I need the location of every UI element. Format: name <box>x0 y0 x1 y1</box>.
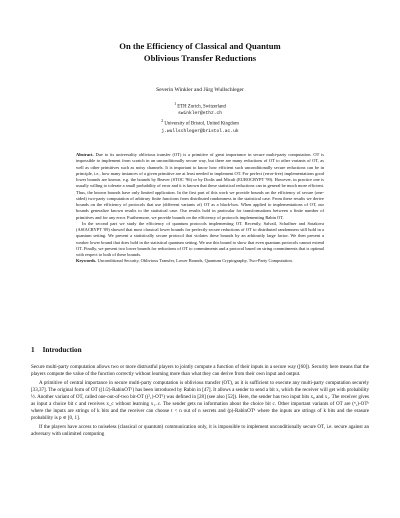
keywords-text: Unconditional Security, Oblivious Transfer, Lower Bounds, Quantum Cryptography, Two-Party Computation. <box>97 258 293 264</box>
introduction-body <box>31 364 369 440</box>
affiliation-1-marker: 1 <box>174 101 177 106</box>
title-line-1: On the Efficiency of Classical and Quantum <box>119 41 281 51</box>
author-list: Severin Winkler and Jürg Wullschleger <box>156 87 244 93</box>
abstract-paragraph-1 <box>76 152 324 221</box>
abstract-text-1: Due to its universality oblivious transfer (OT) is a primitive of great importance in secure multi-party computation. OT is impossible to implement from scratch in an unconditionally secure way, but there are many reductions of OT to other variants of OT, as well as other primitives such as noisy channels. It is important to know how efficient such unconditionally secure reductions can be in principle, i.e., how many instances of a given primitive are at least needed to implement OT. For perfect (error-free) implementations good lower bounds are known, e.g. the bounds by Beaver (STOC '96) or by Dodis and Micali (EUROCRYPT '99). However, in practice one is usually willing to tolerate a small probability of error and it is known that these statistical reductions can in general be much more efficient. Thus, the known bounds have only limited application. In the first part of this work we provide bounds on the efficiency of secure (one-sided) two-party computation of arbitrary finite functions from distributed randomness in the statistical case. From these results we derive bounds on the efficiency of protocols that use (different variants of) OT as a black-box. When applied to implementations of OT, our bounds generalize known results to the statistical case. Our results hold in particular for transformations between a finite number of primitives and for any error. Furthermore, we provide bounds on the efficiency of protocols implementing Rabin OT. <box>76 152 324 220</box>
abstract-paragraph-2: In the second part we study the efficiency of quantum protocols implementing OT. Recently, Salvail, Schaffner and Sotakova (ASIACRYPT '09) showed that most classical lower bounds for perfectly secure reductions of OT to distributed randomness still hold in a quantum setting. We present a statistically secure protocol that violates these bounds by an arbitrarily large factor. We then present a weaker lower bound that does hold in the statistical quantum setting. We use this bound to show that even quantum protocols cannot extend OT. Finally, we present two lower bounds for reductions of OT to commitments and a protocol based on string commitments that is optimal with respect to both of these bounds. <box>76 220 325 257</box>
intro-paragraph-3: If the players have access to noiseless (classical or quantum) communication only, it is impossible to implement unconditionally secure OT, i.e. secure against an adversary with unlimited computing <box>31 424 369 438</box>
affiliation-2-marker: 2 <box>161 118 164 124</box>
affiliation-1-email: swinkler@ethz.ch <box>177 111 223 117</box>
intro-paragraph-1: Secure multi-party computation allows two or more distrustful players to jointly compute a function of their inputs in a secure way ([60]). Security here means that the players compute the value of the function correctly without learning more than what they can derive from their own input and output. <box>31 364 369 378</box>
affiliations <box>40 101 360 135</box>
keywords <box>76 258 324 264</box>
section-number: 1 <box>31 346 35 354</box>
abstract-label: Abstract. <box>76 152 94 157</box>
affiliation-2 <box>40 118 360 128</box>
section-title: Introduction <box>42 346 82 354</box>
affiliation-2-name: University of Bristol, United Kingdom <box>164 121 239 127</box>
title-line-2: Oblivious Transfer Reductions <box>143 53 257 63</box>
affiliation-1 <box>40 101 360 111</box>
paper-title <box>40 40 360 64</box>
affiliation-1-name: ETH Zurich, Switzerland <box>177 104 226 110</box>
intro-paragraph-2: A primitive of central importance in secure multi-party computation is oblivious transfer (OT), as it is sufficient to execute any multi-party computation securely [33,37]. The original form of OT ((1/2)-RabinOT¹) has been introduced by Rabin in [47]. It allows a sender to send a bit x, which the receiver will get with probability ½. Another variant of OT, called one-out-of-two bit-OT ((²₁)-OT¹) was defined in [28] (see also [52]). Here, the sender has two input bits x₀ and x₁. The receiver gives as input a choice bit c and receives x_c without learning x₁₋c. The sender gets no information about the choice bit c. Other important variants of OT are (ⁿ₁)-OTᵏ where the inputs are strings of k bits and the receiver can choose t < n out of n secrets and (p)-RabinOTᵏ where the inputs are strings of k bits and the erasure probability is p ∈ [0, 1]. <box>31 380 369 422</box>
keywords-label: Keywords. <box>76 258 97 264</box>
abstract <box>76 152 324 265</box>
section-heading <box>31 346 82 355</box>
affiliation-2-email: j.wullschleger@bristol.ac.uk <box>161 128 239 134</box>
